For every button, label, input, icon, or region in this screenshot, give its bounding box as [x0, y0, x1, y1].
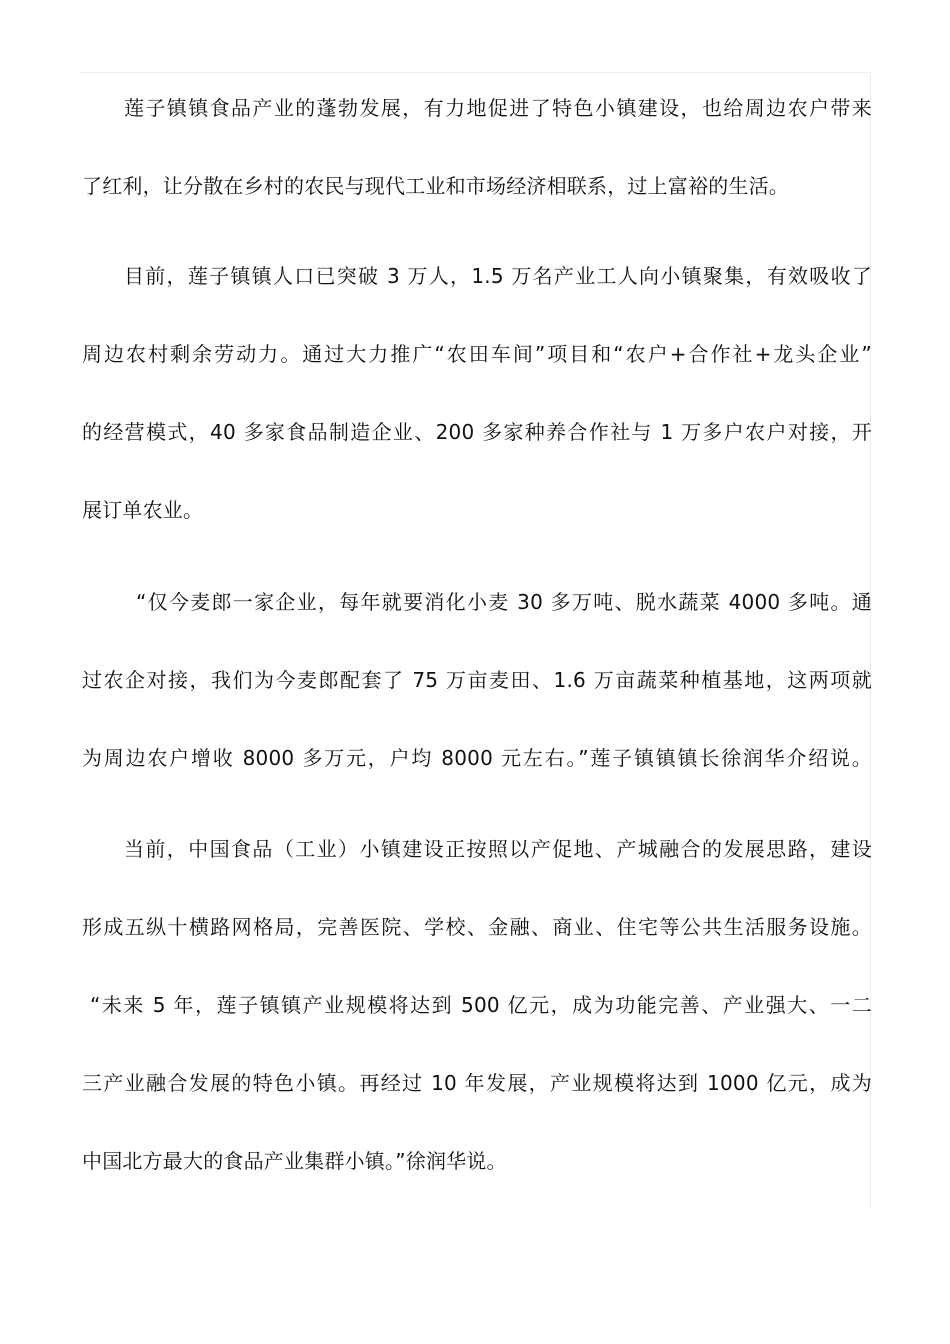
paragraph-line: “未来 5 年，莲子镇镇产业规模将达到 500 亿元，成为功能完善、产业强大、一二 — [90, 993, 872, 1017]
paragraph-line: 为周边农户增收 8000 多万元，户均 8000 元左右。”莲子镇镇镇长徐润华介绍说。 — [82, 746, 872, 770]
paragraph-line: 了红利，让分散在乡村的农民与现代工业和市场经济相联系，过上富裕的生活。 — [82, 174, 789, 198]
paragraph-line: 展订单农业。 — [82, 498, 204, 522]
paragraph-line: 目前，莲子镇镇人口已突破 3 万人，1.5 万名产业工人向小镇聚集，有效吸收了 — [124, 264, 872, 288]
paragraph-1 — [82, 69, 872, 225]
paragraph-line: “仅今麦郎一家企业，每年就要消化小麦 30 多万吨、脱水蔬菜 4000 多吨。通 — [136, 590, 872, 614]
paragraph-3 — [82, 563, 872, 797]
paragraph-line: 中国北方最大的食品产业集群小镇。”徐润华说。 — [82, 1149, 507, 1173]
paragraph-line: 形成五纵十横路网格局，完善医院、学校、金融、商业、住宅等公共生活服务设施。 — [82, 915, 872, 939]
paragraph-line: 三产业融合发展的特色小镇。再经过 10 年发展，产业规模将达到 1000 亿元，成为 — [82, 1071, 872, 1095]
paragraph-line: 当前，中国食品（工业）小镇建设正按照以产促地、产城融合的发展思路，建设 — [124, 837, 872, 861]
paragraph-line: 的经营模式，40 多家食品制造企业、200 多家种养合作社与 1 万多户农户对接，开 — [82, 420, 872, 444]
paragraph-2 — [82, 237, 872, 549]
paragraph-4 — [82, 810, 872, 1200]
paragraph-line: 周边农村剩余劳动力。通过大力推广“农田车间”项目和“农户+合作社+龙头企业” — [82, 342, 872, 366]
paragraph-line: 莲子镇镇食品产业的蓬勃发展，有力地促进了特色小镇建设，也给周边农户带来 — [124, 96, 872, 120]
paragraph-line: 过农企对接，我们为今麦郎配套了 75 万亩麦田、1.6 万亩蔬菜种植基地，这两项就 — [82, 668, 872, 692]
